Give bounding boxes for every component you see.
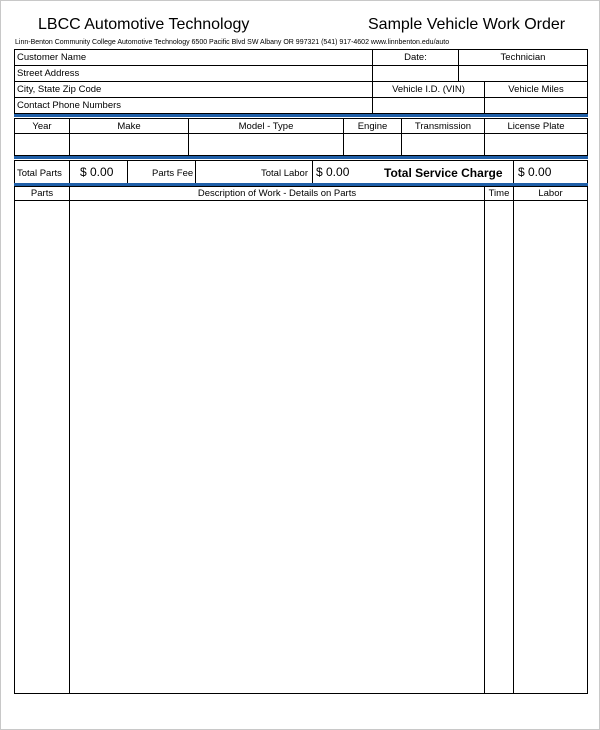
make-header: Make	[117, 121, 141, 132]
description-column-header: Description of Work - Details on Parts	[197, 188, 357, 199]
contact-phone-label: Contact Phone Numbers	[17, 100, 122, 111]
total-service-charge-label: Total Service Charge	[384, 166, 503, 180]
parts-column-header: Parts	[30, 188, 54, 199]
section-divider	[14, 114, 588, 117]
labor-column-header: Labor	[538, 188, 563, 199]
transmission-header: Transmission	[414, 121, 472, 132]
street-address-label: Street Address	[17, 68, 80, 79]
total-labor-value: $ 0.00	[316, 165, 350, 179]
license-plate-header: License Plate	[507, 121, 565, 132]
header-subline: Linn-Benton Community College Automotive Technology 6500 Pacific Blvd SW Albany OR 997321 (541) 917-4602 www.linnbenton.edu/auto	[15, 39, 450, 46]
total-labor-label: Total Labor	[261, 168, 309, 179]
city-state-zip-label: City, State Zip Code	[17, 84, 102, 95]
section-divider	[14, 156, 588, 159]
vehicle-miles-label: Vehicle Miles	[508, 84, 564, 95]
engine-header: Engine	[357, 121, 388, 132]
technician-label: Technician	[500, 52, 546, 63]
doc-title: Sample Vehicle Work Order	[368, 16, 566, 33]
date-label: Date:	[404, 52, 427, 63]
org-title: LBCC Automotive Technology	[38, 16, 250, 33]
customer-name-label: Customer Name	[17, 52, 87, 63]
total-parts-value: $ 0.00	[80, 165, 114, 179]
total-service-charge-value: $ 0.00	[518, 165, 552, 179]
vin-label: Vehicle I.D. (VIN)	[392, 84, 465, 95]
year-header: Year	[32, 121, 52, 132]
model-type-header: Model - Type	[238, 121, 294, 132]
total-parts-label: Total Parts	[17, 168, 62, 179]
time-column-header: Time	[488, 188, 510, 199]
parts-fee-label: Parts Fee	[152, 168, 194, 179]
